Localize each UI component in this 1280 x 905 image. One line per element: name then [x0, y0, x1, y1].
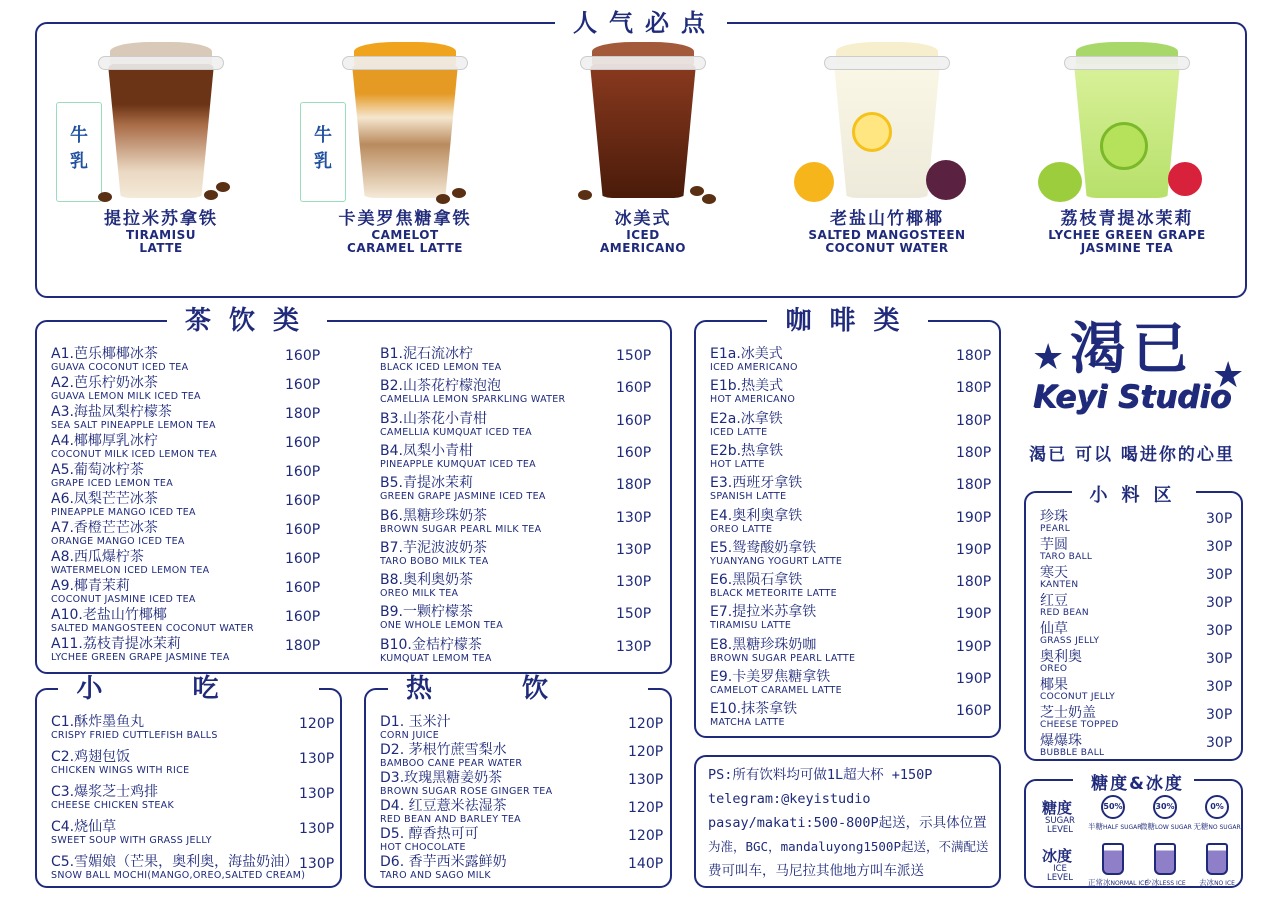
menu-item-english: BROWN SUGAR ROSE GINGER TEA	[380, 786, 553, 797]
menu-item[interactable]	[380, 636, 652, 666]
menu-item-english: HOT AMERICANO	[710, 394, 796, 406]
caramel-latte-cup-icon	[314, 42, 470, 202]
menu-item-english: PINEAPPLE KUMQUAT ICED TEA	[380, 458, 536, 470]
menu-item-english: CHEESE CHICKEN STEAK	[51, 800, 174, 811]
menu-item-name: E4.奥利奥拿铁	[710, 507, 803, 524]
menu-item-price: 130P	[299, 751, 335, 767]
menu-item[interactable]	[380, 346, 652, 375]
menu-item-price: 180P	[956, 380, 992, 397]
ice-option-normal[interactable]: 正常冰NORMAL ICE	[1088, 843, 1138, 888]
menu-item[interactable]	[1040, 677, 1233, 706]
menu-item[interactable]	[51, 346, 321, 375]
menu-item-price: 130P	[616, 638, 652, 655]
menu-item[interactable]	[51, 749, 335, 778]
lychee-grape-jasmine-cup-icon	[1062, 42, 1192, 202]
menu-item-price: 160P	[285, 348, 321, 364]
menu-item-english: OREO MILK TEA	[380, 588, 459, 600]
sugar-ice-title: 糖度&冰度	[1026, 769, 1241, 799]
menu-item-name: 芋圆	[1040, 537, 1068, 553]
tea-section	[35, 306, 672, 674]
logo-slogan: 渴已 可以 喝进你的心里	[1029, 445, 1235, 465]
sugar-percent-badge: 0%	[1205, 795, 1229, 819]
menu-item-name: C3.爆浆芝士鸡排	[51, 784, 159, 800]
menu-item-price: 180P	[956, 348, 992, 364]
popular-item-en: CAMELOT	[371, 228, 439, 242]
sugar-level-row	[1034, 795, 1241, 841]
menu-item-english: PINEAPPLE MANGO ICED TEA	[51, 507, 196, 518]
menu-item-price: 130P	[616, 541, 652, 558]
menu-item-english: ORANGE MANGO ICED TEA	[51, 536, 185, 547]
menu-item-name: E10.抹茶拿铁	[710, 701, 798, 718]
menu-item[interactable]	[1040, 509, 1233, 538]
menu-item-name: A6.凤梨芒芒冰茶	[51, 491, 158, 507]
menu-item-name: B4.凤梨小青柑	[380, 442, 473, 459]
menu-item[interactable]	[380, 572, 652, 601]
coffee-section	[694, 306, 1001, 738]
menu-item[interactable]	[710, 604, 990, 633]
sugar-percent-badge: 30%	[1153, 795, 1177, 819]
menu-item[interactable]	[380, 378, 652, 407]
menu-item-price: 130P	[616, 509, 652, 526]
menu-item[interactable]	[1040, 593, 1233, 622]
menu-item-english: SALTED MANGOSTEEN COCONUT WATER	[51, 623, 254, 634]
menu-item-english: CAMELOT CARAMEL LATTE	[710, 685, 842, 696]
menu-item[interactable]	[51, 607, 321, 636]
menu-item-price: 180P	[616, 477, 652, 494]
menu-item[interactable]	[710, 540, 990, 569]
menu-item[interactable]	[380, 604, 652, 633]
menu-item-name: C2.鸡翅包饭	[51, 749, 131, 765]
menu-item-price: 190P	[956, 509, 992, 526]
popular-item-en: SALTED MANGOSTEEN	[808, 228, 966, 242]
menu-item-name: E2a.冰拿铁	[710, 410, 783, 427]
popular-item-camelot[interactable]	[305, 42, 505, 255]
menu-item-english: ICED LATTE	[710, 426, 768, 438]
menu-item-name: E3.西班牙拿铁	[710, 475, 803, 492]
menu-item-english: TARO AND SAGO MILK	[380, 870, 491, 881]
snack-title: 小吃	[37, 674, 340, 704]
menu-item-english: GRASS JELLY	[1040, 636, 1100, 646]
menu-item-price: 30P	[1206, 511, 1233, 527]
menu-item-name: 珍珠	[1040, 509, 1068, 525]
menu-item-price: 180P	[956, 444, 992, 461]
menu-item-price: 160P	[285, 435, 321, 451]
ice-level-row	[1034, 843, 1235, 887]
hot-drinks-section	[364, 674, 672, 888]
popular-item-lychee[interactable]	[1027, 42, 1227, 255]
menu-item[interactable]	[51, 404, 321, 433]
popular-item-iced-americano[interactable]	[543, 42, 743, 255]
menu-item-english: SNOW BALL MOCHI(MANGO,OREO,SALTED CREAM)	[51, 870, 306, 881]
toppings-title: 小料区	[1026, 481, 1241, 511]
menu-item-english: CAMELLIA LEMON SPARKLING WATER	[380, 394, 566, 406]
menu-item-name: A9.椰青茉莉	[51, 578, 130, 594]
menu-item-english: OREO	[1040, 664, 1068, 674]
menu-item[interactable]	[710, 669, 990, 698]
menu-item-name: C1.酥炸墨鱼丸	[51, 714, 145, 730]
menu-item[interactable]	[51, 578, 321, 607]
menu-item-name: B10.金桔柠檬茶	[380, 636, 482, 653]
menu-item-name: E9.卡美罗焦糖拿铁	[710, 669, 831, 685]
menu-item-english: TARO BALL	[1040, 552, 1093, 562]
menu-item-name: B1.泥石流冰柠	[380, 346, 473, 362]
menu-item-price: 160P	[616, 444, 652, 461]
brand-logo	[1012, 318, 1252, 468]
menu-item-price: 160P	[285, 580, 321, 596]
menu-item-english: CAMELLIA KUMQUAT ICED TEA	[380, 426, 532, 438]
menu-item-price: 150P	[616, 348, 652, 364]
menu-item-name: E1a.冰美式	[710, 346, 783, 362]
menu-item-price: 130P	[299, 821, 335, 837]
menu-item[interactable]	[1040, 537, 1233, 566]
menu-item-english: PEARL	[1040, 524, 1071, 534]
tiramisu-latte-cup-icon	[70, 42, 226, 202]
menu-item[interactable]	[380, 475, 652, 504]
milk-carton-icon: 牛 乳	[300, 102, 346, 202]
sugar-percent-badge: 50%	[1101, 795, 1125, 819]
menu-item[interactable]	[710, 572, 990, 601]
menu-item-price: 120P	[628, 716, 664, 732]
menu-item-price: 190P	[956, 541, 992, 558]
coffee-title: 咖啡类	[696, 306, 999, 336]
menu-item-name: A7.香橙芒芒冰茶	[51, 520, 158, 536]
menu-item-name: A8.西瓜爆柠茶	[51, 549, 144, 565]
menu-item[interactable]	[380, 854, 662, 883]
menu-item-price: 160P	[285, 464, 321, 480]
menu-item-english: CHEESE TOPPED	[1040, 720, 1119, 730]
menu-item[interactable]	[380, 742, 662, 771]
menu-item-english: BLACK METEORITE LATTE	[710, 588, 837, 600]
milk-carton-icon: 牛 乳	[56, 102, 102, 202]
iced-americano-cup-icon	[578, 42, 708, 202]
ice-level-label: 冰度	[1042, 847, 1073, 865]
popular-item-en: COCONUT WATER	[825, 241, 949, 255]
menu-item-price: 160P	[616, 412, 652, 429]
menu-item-price: 140P	[628, 856, 664, 872]
menu-item[interactable]	[710, 443, 990, 472]
menu-item-price: 120P	[628, 744, 664, 760]
menu-item-price: 120P	[299, 716, 335, 732]
menu-item-english: RED BEAN	[1040, 608, 1089, 618]
menu-item-name: A2.芭乐柠奶冰茶	[51, 375, 158, 391]
menu-item-name: D5. 醇香热可可	[380, 826, 479, 842]
menu-item-name: A10.老盐山竹椰椰	[51, 607, 167, 623]
hot-drinks-title: 热饮	[366, 674, 670, 704]
menu-item-name: E1b.热美式	[710, 378, 784, 395]
menu-item-name: 芝士奶盖	[1040, 705, 1096, 721]
menu-item-english: CRISPY FRIED CUTTLEFISH BALLS	[51, 730, 218, 741]
menu-item-price: 190P	[956, 638, 992, 655]
menu-item-price: 120P	[628, 800, 664, 816]
menu-item-price: 160P	[285, 522, 321, 538]
menu-item[interactable]	[710, 346, 990, 375]
star-icon: ★	[1212, 355, 1245, 396]
menu-item[interactable]	[1040, 733, 1233, 762]
menu-item[interactable]	[710, 378, 990, 407]
menu-item-price: 190P	[956, 671, 992, 687]
menu-item[interactable]	[710, 637, 990, 666]
sugar-option-half[interactable]: 50% 半糖HALF SUGAR	[1088, 795, 1138, 832]
sugar-ice-section	[1024, 774, 1243, 888]
menu-item[interactable]	[51, 636, 321, 665]
popular-item-en: JASMINE TEA	[1080, 241, 1174, 255]
ice-option-none[interactable]: 去冰NO ICE	[1192, 843, 1242, 888]
popular-item-cn: 冰美式	[614, 209, 672, 229]
menu-item-name: B8.奥利奥奶茶	[380, 572, 473, 589]
menu-item[interactable]	[380, 442, 652, 472]
menu-item-name: D2. 茅根竹蔗雪梨水	[380, 742, 507, 758]
popular-section	[35, 9, 1247, 298]
menu-item-english: HOT CHOCOLATE	[380, 842, 466, 853]
menu-item-english: TIRAMISU LATTE	[710, 620, 792, 632]
menu-item-price: 180P	[956, 477, 992, 494]
menu-item[interactable]	[1040, 705, 1233, 734]
note-line: pasay/makati:500-800P起送，示具体位置	[708, 815, 987, 831]
popular-item-en: AMERICANO	[600, 241, 686, 255]
menu-item-english: BUBBLE BALL	[1040, 748, 1105, 758]
menu-item-english: COCONUT MILK ICED LEMON TEA	[51, 449, 217, 460]
menu-item-name: A4.椰椰厚乳冰柠	[51, 433, 158, 449]
menu-item-name: A5.葡萄冰柠茶	[51, 462, 144, 478]
menu-item[interactable]	[1040, 649, 1233, 678]
sugar-level-label: 糖度	[1042, 799, 1073, 817]
menu-item-english: ICED AMERICANO	[710, 362, 798, 373]
menu-item-price: 30P	[1206, 707, 1233, 723]
menu-item-name: E5.鸳鸯酸奶拿铁	[710, 539, 817, 556]
ice-cup-icon	[1154, 843, 1176, 875]
menu-item-price: 160P	[285, 609, 321, 625]
menu-item[interactable]	[51, 491, 321, 520]
menu-item-english: WATERMELON ICED LEMON TEA	[51, 565, 210, 576]
menu-item-price: 160P	[956, 703, 992, 720]
menu-item-name: 寒天	[1040, 565, 1068, 581]
menu-item-english: SEA SALT PINEAPPLE LEMON TEA	[51, 420, 216, 431]
menu-item-price: 130P	[616, 574, 652, 591]
menu-item-name: B2.山茶花柠檬泡泡	[380, 378, 501, 395]
menu-item-name: D4. 红豆薏米祛湿茶	[380, 798, 507, 814]
menu-item-name: D1. 玉米汁	[380, 714, 451, 730]
menu-item-name: C5.雪媚娘（芒果，奥利奥，海盐奶油）	[51, 854, 299, 870]
menu-item[interactable]	[51, 375, 321, 404]
menu-item[interactable]	[51, 714, 335, 743]
menu-item-name: E2b.热拿铁	[710, 442, 784, 459]
sugar-option-none[interactable]: 0% 无糖NO SUGAR	[1192, 795, 1242, 832]
menu-item-english: KUMQUAT LEMOM TEA	[380, 652, 492, 664]
menu-item-english: SWEET SOUP WITH GRASS JELLY	[51, 835, 212, 846]
menu-item[interactable]	[1040, 621, 1233, 650]
menu-item-price: 160P	[285, 493, 321, 509]
sugar-level-label-en: SUGAR LEVEL	[1045, 816, 1075, 835]
menu-item[interactable]	[710, 701, 990, 730]
menu-item-english: CORN JUICE	[380, 730, 440, 741]
menu-item-price: 150P	[616, 606, 652, 623]
menu-item-name: E8.黑糖珍珠奶咖	[710, 636, 817, 653]
menu-item-price: 30P	[1206, 567, 1233, 583]
menu-item-price: 120P	[628, 828, 664, 844]
menu-item-english: BROWN SUGAR PEARL MILK TEA	[380, 523, 542, 535]
menu-item-price: 30P	[1206, 679, 1233, 695]
menu-item-english: COCONUT JASMINE ICED TEA	[51, 594, 196, 605]
menu-item-english: COCONUT JELLY	[1040, 692, 1115, 702]
sugar-option-low[interactable]: 30% 微糖LOW SUGAR	[1140, 795, 1190, 832]
menu-item[interactable]	[710, 508, 990, 537]
menu-item-price: 130P	[299, 786, 335, 802]
menu-item-price: 30P	[1206, 539, 1233, 555]
menu-item-english: OREO LATTE	[710, 523, 773, 535]
menu-item[interactable]	[380, 826, 662, 855]
menu-item-name: 仙草	[1040, 621, 1068, 637]
popular-item-en: CARAMEL LATTE	[347, 241, 463, 255]
menu-item-english: GUAVA LEMON MILK ICED TEA	[51, 391, 201, 402]
ice-level-label-en: ICE LEVEL	[1046, 864, 1074, 883]
popular-item-en: ICED	[626, 228, 660, 242]
menu-item-english: BLACK ICED LEMON TEA	[380, 362, 502, 373]
menu-item[interactable]	[51, 462, 321, 491]
delivery-note	[694, 755, 1001, 888]
menu-item-price: 30P	[1206, 735, 1233, 751]
menu-item-english: GRAPE ICED LEMON TEA	[51, 478, 173, 489]
menu-item-english: CHICKEN WINGS WITH RICE	[51, 765, 190, 776]
toppings-section	[1024, 485, 1243, 761]
menu-item-english: KANTEN	[1040, 580, 1079, 590]
menu-item-price: 160P	[616, 380, 652, 397]
menu-item[interactable]	[51, 819, 335, 848]
menu-item[interactable]	[710, 475, 990, 504]
menu-item-name: B7.芋泥波波奶茶	[380, 539, 487, 556]
mangosteen-coconut-cup-icon	[822, 42, 952, 202]
popular-item-cn: 荔枝青提冰茉莉	[1060, 209, 1194, 229]
note-line: 为准，BGC，mandaluyong1500P起送，不满配送	[708, 839, 989, 854]
menu-item-english: ONE WHOLE LEMON TEA	[380, 620, 504, 632]
ice-cup-icon	[1206, 843, 1228, 875]
popular-item-cn: 卡美罗焦糖拿铁	[338, 209, 472, 229]
menu-item-name: A11.荔枝青提冰茉莉	[51, 636, 181, 652]
menu-item-price: 180P	[285, 638, 321, 654]
star-icon: ★	[1032, 337, 1065, 378]
menu-item-name: 奥利奥	[1040, 649, 1082, 665]
menu-item-name: A3.海盐凤梨柠檬茶	[51, 404, 172, 420]
menu-item-english: LYCHEE GREEN GRAPE JASMINE TEA	[51, 652, 230, 663]
menu-item-english: GUAVA COCONUT ICED TEA	[51, 362, 189, 373]
menu-item-price: 180P	[285, 406, 321, 422]
menu-item-price: 160P	[285, 377, 321, 393]
menu-item-name: B9.一颗柠檬茶	[380, 604, 473, 621]
menu-item-name: D6. 香芋西米露鲜奶	[380, 854, 507, 870]
menu-item-english: TARO BOBO MILK TEA	[380, 555, 489, 567]
menu-item-english: BAMBOO CANE PEAR WATER	[380, 758, 523, 769]
popular-item-tiramisu[interactable]	[61, 42, 261, 255]
menu-item[interactable]	[51, 549, 321, 578]
logo-english: Keyi Studio	[1033, 380, 1233, 416]
popular-item-en: LYCHEE GREEN GRAPE	[1048, 228, 1206, 242]
menu-item-name: 爆爆珠	[1040, 733, 1082, 749]
ice-cup-icon	[1102, 843, 1124, 875]
menu-item-price: 180P	[956, 574, 992, 591]
telegram-handle[interactable]: telegram:@keyistudio	[708, 791, 871, 807]
menu-item-price: 190P	[956, 606, 992, 623]
menu-item[interactable]	[51, 854, 335, 883]
popular-item-mangosteen[interactable]	[787, 42, 987, 255]
popular-item-en: TIRAMISU	[126, 228, 196, 242]
menu-item[interactable]	[51, 433, 321, 462]
menu-item-english: MATCHA LATTE	[710, 717, 785, 729]
menu-item[interactable]	[710, 411, 990, 440]
menu-item[interactable]	[380, 798, 662, 827]
menu-item-name: E7.提拉米苏拿铁	[710, 604, 817, 621]
menu-item-name: C4.烧仙草	[51, 819, 117, 835]
menu-item-name: 椰果	[1040, 677, 1068, 693]
menu-item[interactable]	[380, 539, 652, 569]
menu-item-price: 130P	[299, 856, 335, 872]
menu-item-name: D3.玫瑰黑糖姜奶茶	[380, 770, 503, 786]
menu-item-name: 红豆	[1040, 593, 1068, 609]
menu-item-english: BROWN SUGAR PEARL LATTE	[710, 652, 856, 664]
menu-item-price: 30P	[1206, 623, 1233, 639]
menu-item-price: 30P	[1206, 651, 1233, 667]
menu-item-name: B6.黑糖珍珠奶茶	[380, 507, 487, 524]
menu-item-price: 30P	[1206, 595, 1233, 611]
popular-title: 人气必点	[37, 8, 1245, 38]
note-line: 费可叫车，马尼拉其他地方叫车派送	[708, 863, 924, 879]
menu-item-price: 130P	[628, 772, 664, 788]
popular-item-en: LATTE	[139, 241, 183, 255]
menu-item-price: 160P	[285, 551, 321, 567]
note-line: PS:所有饮料均可做1L超大杯 +150P	[708, 767, 933, 783]
menu-item-name: E6.黑陨石拿铁	[710, 572, 803, 589]
menu-item-english: RED BEAN AND BARLEY TEA	[380, 814, 521, 825]
menu-item-english: GREEN GRAPE JASMINE ICED TEA	[380, 491, 546, 503]
popular-item-cn: 老盐山竹椰椰	[830, 209, 944, 229]
menu-item[interactable]	[1040, 565, 1233, 594]
menu-item[interactable]	[380, 410, 652, 440]
menu-item[interactable]	[380, 714, 662, 743]
menu-item-name: A1.芭乐椰椰冰茶	[51, 346, 158, 362]
menu-item-english: HOT LATTE	[710, 458, 765, 470]
menu-item[interactable]	[380, 770, 662, 799]
menu-item-english: YUANYANG YOGURT LATTE	[710, 555, 843, 567]
menu-item-name: B5.青提冰茉莉	[380, 475, 473, 492]
menu-item-name: B3.山茶花小青柑	[380, 410, 487, 427]
menu-item[interactable]	[380, 507, 652, 537]
menu-item[interactable]	[51, 520, 321, 549]
menu-item-price: 180P	[956, 412, 992, 429]
snack-section	[35, 674, 342, 888]
menu-item[interactable]	[51, 784, 335, 813]
menu-item-english: SPANISH LATTE	[710, 491, 787, 503]
tea-title: 茶饮类	[37, 306, 457, 336]
popular-item-cn: 提拉米苏拿铁	[104, 209, 218, 229]
ice-option-less[interactable]: 少冰LESS ICE	[1140, 843, 1190, 888]
logo-chinese: 渴已	[1070, 317, 1194, 382]
